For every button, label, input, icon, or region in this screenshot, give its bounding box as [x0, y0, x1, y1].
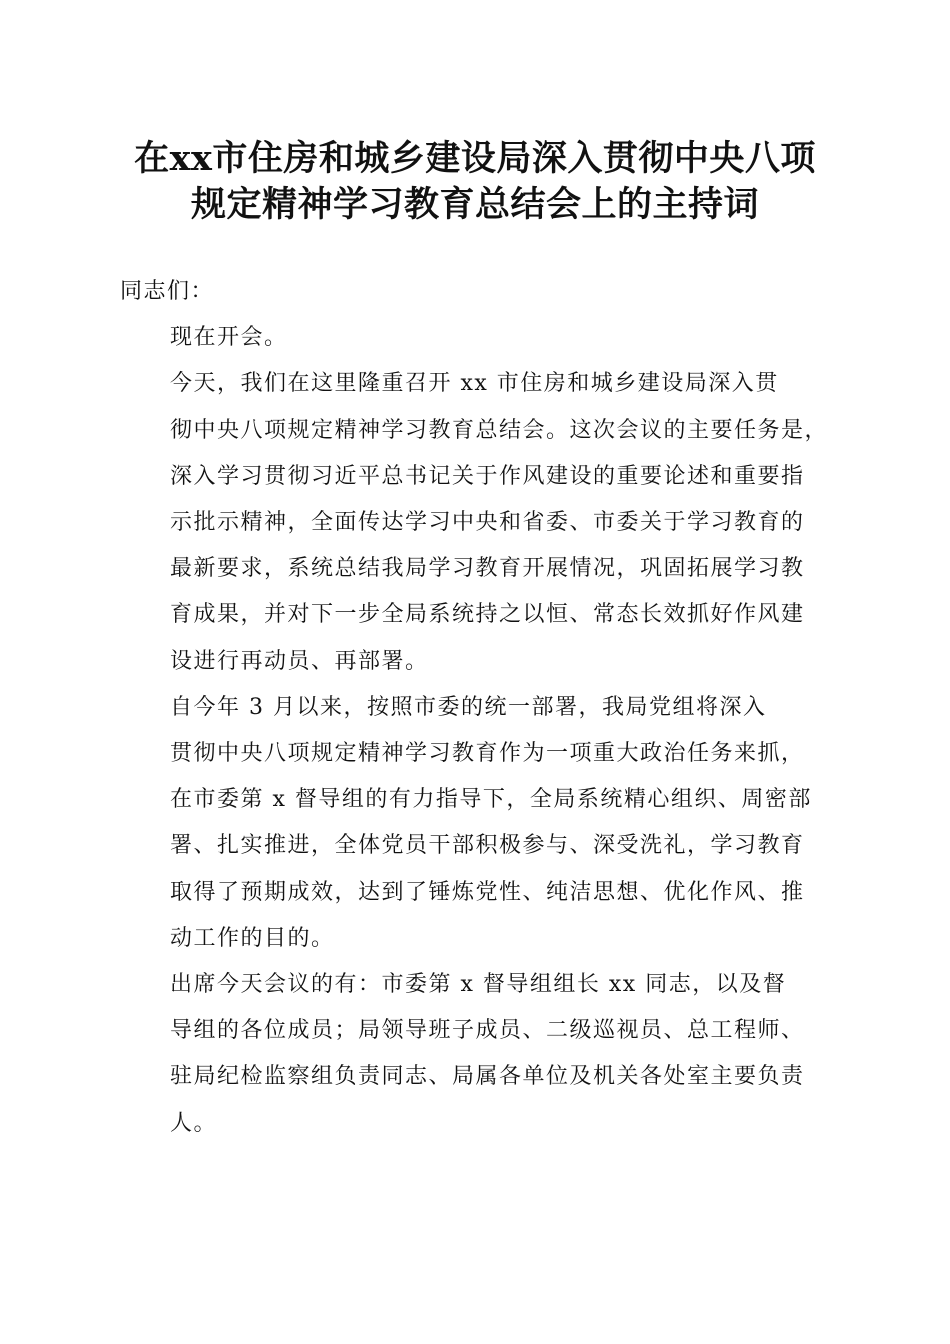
paragraph-line: 动工作的目的。	[170, 925, 335, 951]
title-line-1: 在xx市住房和城乡建设局深入贯彻中央八项	[134, 138, 816, 179]
greeting: 同志们：	[120, 279, 215, 304]
document-body	[120, 269, 835, 1147]
paragraph-line: 深入学习贯彻习近平总书记关于作风建设的重要论述和重要指	[170, 463, 805, 489]
paragraph-line: 彻中央八项规定精神学习教育总结会。这次会议的主要任务是，	[170, 417, 829, 443]
title-line-2: 规定精神学习教育总结会上的主持词	[190, 184, 759, 225]
paragraph-line: 取得了预期成效，达到了锤炼党性、纯洁思想、优化作风、推	[170, 879, 805, 905]
paragraph-line: 导组的各位成员；局领导班子成员、二级巡视员、总工程师、	[170, 1018, 805, 1044]
paragraph-1	[120, 315, 835, 361]
paragraph-line: 在市委第 x 督导组的有力指导下，全局系统精心组织、周密部	[170, 787, 812, 813]
paragraph-line: 自今年 3 月以来，按照市委的统一部署，我局党组将深入	[170, 694, 767, 720]
paragraph-line: 署、扎实推进，全体党员干部积极参与、深受洗礼，学习教育	[170, 833, 805, 859]
document-title	[100, 136, 850, 228]
paragraph-line: 示批示精神，全面传达学习中央和省委、市委关于学习教育的	[170, 510, 805, 536]
paragraph-line: 设进行再动员、再部署。	[170, 648, 429, 674]
paragraph-4	[120, 962, 835, 1147]
paragraph-line: 贯彻中央八项规定精神学习教育作为一项重大政治任务来抓，	[170, 741, 805, 767]
paragraph-line: 驻局纪检监察组负责同志、局属各单位及机关各处室主要负责	[170, 1064, 805, 1090]
paragraph-line: 现在开会。	[170, 325, 288, 351]
paragraph-line: 最新要求，系统总结我局学习教育开展情况，巩固拓展学习教	[170, 556, 805, 582]
paragraph-line: 今天，我们在这里隆重召开 xx 市住房和城乡建设局深入贯	[170, 371, 779, 397]
paragraph-2	[120, 361, 835, 684]
paragraph-3	[120, 685, 835, 962]
paragraph-line: 出席今天会议的有：市委第 x 督导组组长 xx 同志，以及督	[170, 972, 787, 998]
paragraph-line: 人。	[170, 1110, 218, 1136]
paragraph-line: 育成果，并对下一步全局系统持之以恒、常态长效抓好作风建	[170, 602, 805, 628]
